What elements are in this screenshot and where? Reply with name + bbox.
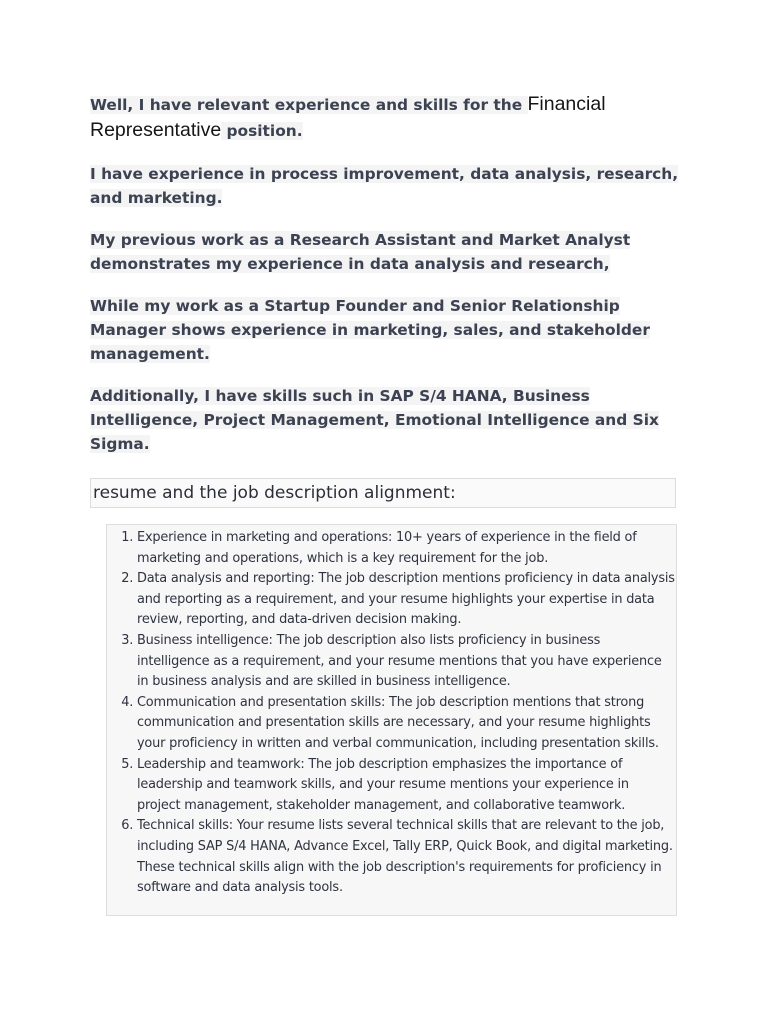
list-item: 6. Technical skills: Your resume lists several technical skills that are relevant to the job, including SAP S/4 HANA, Advance Excel, Tally ERP, Quick Book, and digital marketing. These technical skills align with the job description's requirements for proficiency in software and data analysis tools. xyxy=(137,816,676,898)
intro-paragraph-5 xyxy=(90,384,690,456)
intro-paragraph-3 xyxy=(90,228,690,276)
list-item: 1. Experience in marketing and operations: 10+ years of experience in the field of marketing and operations, which is a key requirement for the job. xyxy=(137,528,676,569)
intro-p3-text: My previous work as a Research Assistant and Market Analyst demonstrates my experience in data analysis and research, xyxy=(90,231,631,273)
intro-paragraph-1 xyxy=(90,92,690,144)
intro-p4-text: While my work as a Startup Founder and Senior Relationship Manager shows experience in marketing, sales, and stakeholder management. xyxy=(90,297,650,363)
alignment-list xyxy=(107,525,676,899)
list-item: 5. Leadership and teamwork: The job description emphasizes the importance of leadership and teamwork skills, and your resume mentions your experience in project management, stakeholder management, and collaborative teamwork. xyxy=(137,755,676,817)
intro-p1-text-end: position. xyxy=(221,122,303,140)
intro-paragraph-2 xyxy=(90,162,690,210)
list-item: 2. Data analysis and reporting: The job description mentions proficiency in data analysis and reporting as a requirement, and your resume highlights your expertise in data review, reporting, and data-driven decision making. xyxy=(137,569,676,631)
intro-section xyxy=(90,92,690,474)
list-item: 3. Business intelligence: The job description also lists proficiency in business intelligence as a requirement, and your resume mentions that you have experience in business analysis and are skilled in business intelligence. xyxy=(137,631,676,693)
alignment-list-box xyxy=(106,524,677,916)
alignment-heading: resume and the job description alignment: xyxy=(90,478,676,508)
intro-p2-text: I have experience in process improvement, data analysis, research, and marketing. xyxy=(90,165,679,207)
intro-p1-text: Well, I have relevant experience and skills for the xyxy=(90,96,528,114)
intro-p1-large-financial: Financial xyxy=(527,93,606,115)
intro-p5-text: Additionally, I have skills such in SAP S/4 HANA, Business Intelligence, Project Management, Emotional Intelligence and Six Sigma. xyxy=(90,387,659,453)
intro-p1-large-representative: Representative xyxy=(90,119,222,141)
intro-paragraph-4 xyxy=(90,294,690,366)
list-item: 4. Communication and presentation skills: The job description mentions that strong communication and presentation skills are necessary, and your resume highlights your proficiency in written and verbal communication, including presentation skills. xyxy=(137,693,676,755)
